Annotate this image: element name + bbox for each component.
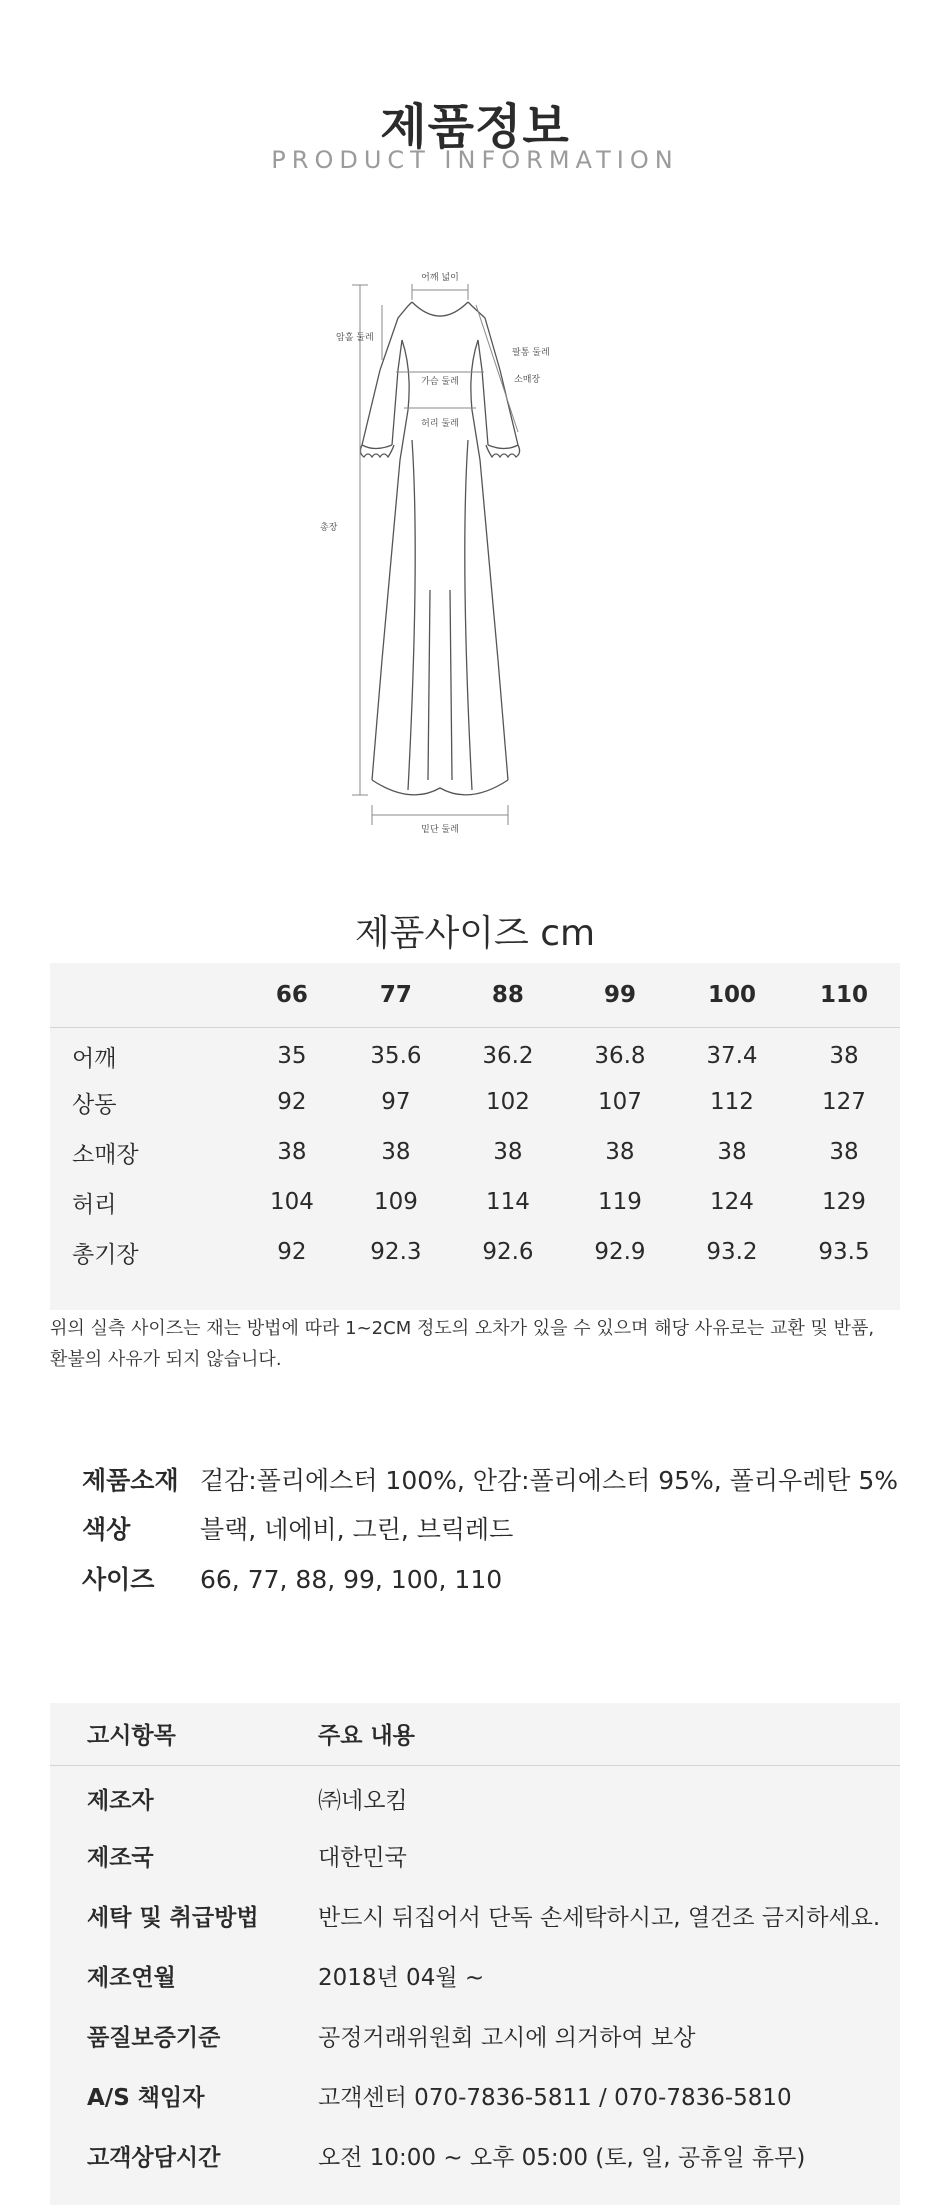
size-header-cell: 110 [788,963,900,1027]
size-header-cell: 88 [452,963,564,1027]
size-cell: 35.6 [370,1043,422,1070]
left-bodice [400,340,409,460]
notice-row [50,1945,900,2005]
size-cell: 102 [485,1089,530,1115]
size-cell: 114 [485,1189,530,1215]
notice-table-container [50,1703,900,2205]
notice-content: 고객센터 070-7836-5811 / 070-7836-5810 [318,2084,792,2111]
notice-header [50,1703,900,1765]
size-note [50,1313,920,1375]
label-armhole: 암홀 둘레 [336,333,374,343]
size-cell: 107 [597,1089,642,1115]
right-seam [465,440,472,790]
dress-illustration [300,260,650,835]
notice-row [50,2005,900,2065]
size-table-row [50,1227,900,1277]
page-title: 제품정보 [380,99,570,155]
size-cell: 37.4 [706,1043,758,1070]
size-note-line: 위의 실측 사이즈는 재는 방법에 따라 1~2CM 정도의 오차가 있을 수 있으며 해당 사유로는 교환 및 반품, [50,1318,875,1339]
size-cell: 97 [381,1089,411,1115]
right-sleeve-outer [468,302,518,445]
notice-row [50,1885,900,1945]
size-cell: 92.9 [594,1239,646,1265]
size-header-cell: 66 [244,963,340,1027]
left-skirt [372,460,400,780]
size-cell: 92.6 [482,1239,534,1265]
notice-content: 2018년 04월 ~ [318,1964,485,1991]
spec-value: 블랙, 네에비, 그린, 브릭레드 [200,1515,514,1544]
spec-key: 제품소재 [82,1466,179,1495]
notice-row [50,1825,900,1885]
size-cell: 38 [381,1139,411,1165]
label-shoulder: 어깨 넓이 [421,273,459,283]
size-cell: 93.5 [818,1239,870,1265]
page-subtitle: PRODUCT INFORMATION [271,146,679,174]
notice-item: 제조자 [87,1787,154,1814]
label-chest: 가슴 둘레 [421,377,459,387]
right-skirt [480,460,508,780]
size-table-row [50,1127,900,1177]
size-cell: 35 [277,1043,307,1070]
notice-item: 고객상담시간 [87,2144,221,2171]
size-cell: 92.3 [370,1239,422,1265]
size-section-title: 제품사이즈 cm [354,913,596,954]
size-cell: 38 [829,1139,859,1165]
dress-neckline [412,302,468,316]
right-bodice [471,340,480,460]
size-row-label: 총기장 [72,1241,139,1268]
size-cell: 109 [373,1189,418,1215]
center-seam-left [428,590,430,780]
size-table-container [50,963,900,1310]
size-table-row [50,1177,900,1227]
size-cell: 38 [277,1139,307,1165]
spec-value: 겉감:폴리에스터 100%, 안감:폴리에스터 95%, 폴리우레탄 5% [200,1466,899,1495]
notice-item: 품질보증기준 [87,2024,221,2051]
notice-row [50,2125,900,2185]
size-row-label: 상동 [72,1091,117,1118]
notice-item: A/S 책임자 [87,2084,205,2111]
notice-content: 오전 10:00 ~ 오후 05:00 (토, 일, 공휴일 휴무) [318,2144,806,2171]
size-cell: 119 [597,1189,642,1215]
label-sleeve-circ: 팔통 둘레 [512,348,550,358]
size-header-cell: 100 [676,963,788,1027]
size-table-header [50,963,900,1027]
left-cuff [362,445,392,449]
size-cell: 92 [277,1239,307,1265]
label-hem: 밑단 둘레 [421,825,459,835]
notice-row [50,1765,900,1825]
size-note-line: 환불의 사유가 되지 않습니다. [50,1349,282,1370]
notice-content: 공정거래위원회 고시에 의거하여 보상 [318,2024,696,2051]
size-header-cell: 99 [564,963,676,1027]
size-cell: 38 [829,1043,859,1070]
size-row-label: 어깨 [72,1045,117,1072]
size-row-label: 소매장 [72,1141,139,1168]
notice-item: 세탁 및 취급방법 [87,1904,259,1931]
size-cell: 38 [493,1139,523,1165]
size-table-row [50,1027,900,1077]
size-cell: 38 [717,1139,747,1165]
notice-content: 반드시 뒤집어서 단독 손세탁하시고, 열건조 금지하세요. [318,1904,881,1931]
right-sleeve-inner [478,340,488,445]
size-cell: 93.2 [706,1239,758,1265]
label-sleeve-len: 소매장 [514,375,541,385]
size-table [50,963,900,1277]
notice-item: 제조연월 [87,1964,176,1991]
size-table-row [50,1077,900,1127]
size-cell: 104 [269,1189,314,1215]
size-cell: 127 [822,1089,866,1115]
spec-key: 사이즈 [82,1565,155,1594]
size-cell: 38 [605,1139,635,1165]
size-header-cell: 77 [340,963,452,1027]
size-row-label: 허리 [72,1191,117,1218]
dress-measurement-diagram [300,260,650,835]
notice-content: 대한민국 [318,1844,407,1871]
size-cell: 112 [710,1089,754,1115]
size-cell: 124 [710,1189,754,1215]
spec-key: 색상 [82,1515,131,1544]
size-cell: 36.8 [594,1043,646,1070]
label-total-len: 총장 [320,523,338,533]
right-cuff [488,445,518,449]
left-sleeve-inner [392,340,402,445]
spec-value: 66, 77, 88, 99, 100, 110 [200,1565,503,1594]
left-seam [408,440,415,790]
size-cell: 129 [822,1189,866,1215]
notice-table [50,1703,900,2185]
notice-header-item: 고시항목 [50,1703,318,1765]
notice-header-content: 주요 내용 [318,1703,900,1765]
label-waist: 허리 둘레 [421,419,459,429]
size-cell: 92 [277,1089,307,1115]
left-sleeve-outer [362,302,412,445]
notice-item: 제조국 [87,1844,154,1871]
center-seam-right [450,590,452,780]
notice-row [50,2065,900,2125]
size-header-cell [50,963,244,1027]
notice-content: ㈜네오킴 [318,1787,408,1814]
size-cell: 36.2 [482,1043,534,1070]
dress-hem [372,780,508,795]
